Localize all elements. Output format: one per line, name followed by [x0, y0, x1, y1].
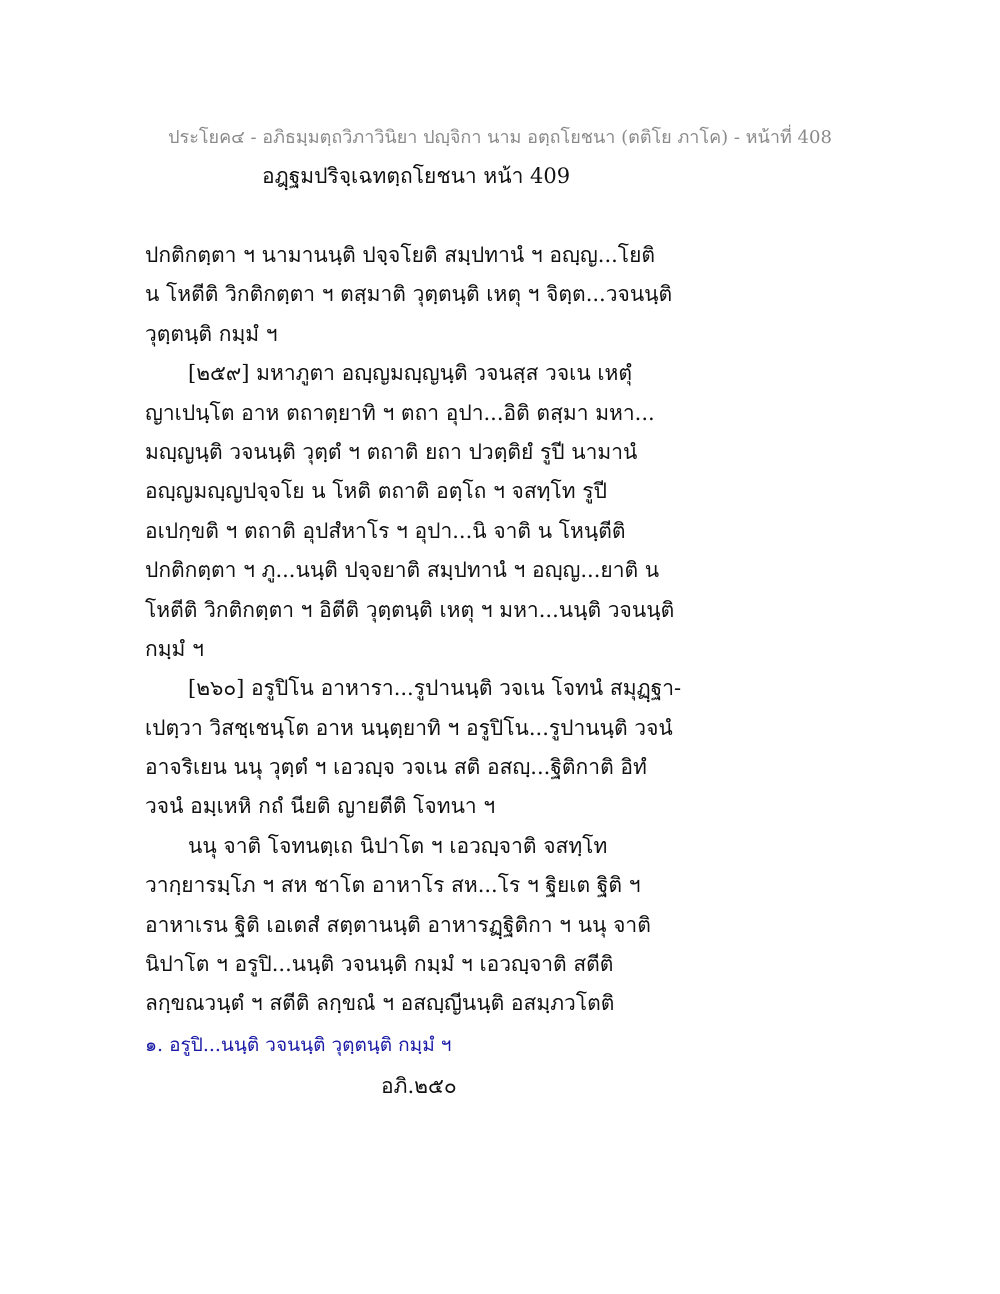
text-line: วจนํ อมฺเหหิ กถํ นียติ ญายตีติ โจทนา ฯ	[145, 794, 496, 819]
text-line: อเปกฺขติ ฯ ตถาติ อุปสํหาโร ฯ อุปา...นิ จาติ น โหนฺตีติ	[145, 518, 626, 543]
text-line: น โหตีติ วิกติกตฺตา ฯ ตสฺมาติ วุตฺตนฺติ เหตุ ฯ จิตฺต...วจนนฺติ	[145, 282, 673, 307]
text-line: เปตฺวา วิสชฺเชนฺโต อาห นนฺตฺยาทิ ฯ อรูปิโน...รูปานนฺติ วจนํ	[145, 715, 673, 740]
text-line: กมฺมํ ฯ	[145, 636, 204, 661]
running-header: ประโยค๔ - อภิธมฺมตฺถวิภาวินิยา ปญฺจิกา นาม อตฺถโยชนา (ตติโย ภาโค) - หน้าที่ 408	[168, 127, 832, 148]
paragraph-start-line: นนุ จาติ โจทนตฺเถ นิปาโต ฯ เอวญฺจาติ จสทฺโท	[188, 833, 608, 858]
text-line: วากฺยารมฺโภ ฯ สห ชาโต อาหาโร สห...โร ฯ ฐิยเต ฐิติ ฯ	[145, 873, 641, 898]
text-line: อาหาเรน ฐิติ เอเตสํ สตฺตานนฺติ อาหารฏฺฐิติกา ฯ นนุ จาติ	[145, 912, 651, 937]
text-line: ลกฺขณวนฺตํ ฯ สตีติ ลกฺขณํ ฯ อสญฺญีนนฺติ อสมฺภวโตติ	[145, 991, 615, 1016]
paragraph-start-line: [๒๕๙] มหาภูตา อญฺญมญฺญนฺติ วจนสฺส วจเน เหตุํ	[188, 361, 633, 386]
text-line: ญาเปนฺโต อาห ตถาตฺยาทิ ฯ ตถา อุปา...อิติ ตสฺมา มหา...	[145, 400, 655, 425]
text-line: มญฺญนฺติ วจนนฺติ วุตฺตํ ฯ ตถาติ ยถา ปวตฺติยํ รูปี นามานํ	[145, 439, 638, 464]
text-line: ปกติกตฺตา ฯ นามานนฺติ ปจฺจโยติ สมฺปทานํ ฯ อญฺญ...โยติ	[145, 243, 656, 267]
page-reference: อภิ.๒๕๐	[381, 1074, 457, 1098]
section-title: อฎฺฐมปริจฺเฉทตฺถโยชนา หน้า 409	[262, 164, 571, 188]
footnote: ๑. อรูปิ...นนฺติ วจนนฺติ วุตฺตนฺติ กมฺมํ ฯ	[145, 1034, 452, 1056]
text-line: นิปาโต ฯ อรูปิ...นนฺติ วจนนฺติ กมฺมํ ฯ เอวญฺจาติ สตีติ	[145, 952, 614, 977]
paragraph-start-line: [๒๖๐] อรูปิโน อาหารา...รูปานนฺติ วจเน โจทนํ สมุฏฺฐา-	[188, 676, 682, 701]
text-line: ปกติกตฺตา ฯ ภู...นนฺติ ปจฺจยาติ สมฺปทานํ ฯ อญฺญ...ยาติ น	[145, 558, 660, 583]
text-line: อญฺญมญฺญปจฺจโย น โหติ ตถาติ อตฺโถ ฯ จสทฺโท รูปี	[145, 479, 607, 504]
text-line: อาจริเยน นนุ วุตฺตํ ฯ เอวญฺจ วจเน สติ อสญฺ...ฐิติกาติ อิทํ	[145, 755, 647, 780]
text-line: โหตีติ วิกติกตฺตา ฯ อิตีติ วุตฺตนฺติ เหตุ ฯ มหา...นนฺติ วจนนฺติ	[145, 597, 675, 622]
body-text	[145, 236, 682, 1024]
text-line: วุตฺตนฺติ กมฺมํ ฯ	[145, 321, 278, 346]
